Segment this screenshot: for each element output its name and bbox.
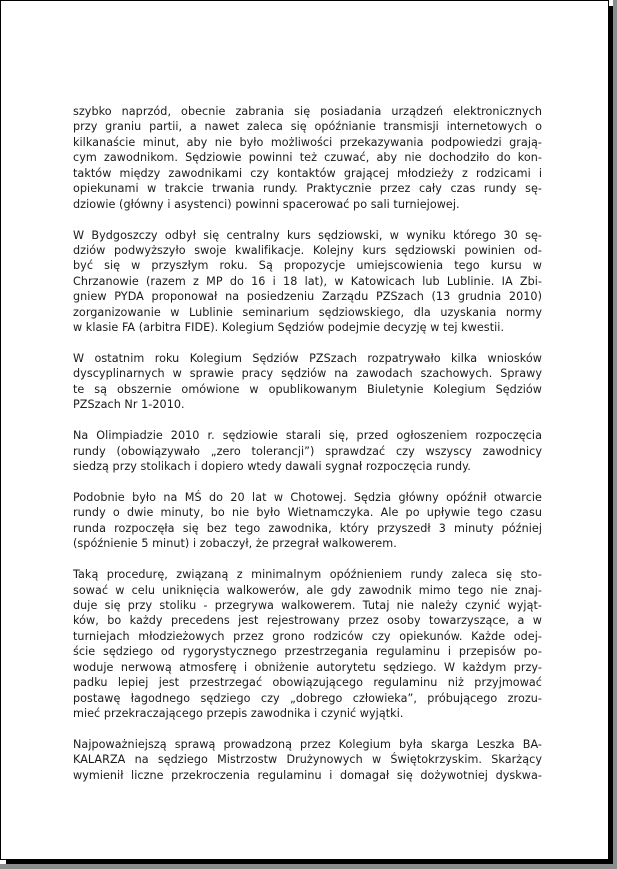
text-line: Podobnie było na MŚ do 20 lat w Chotowej. Sędzia główny opóźnił otwarcie	[73, 490, 542, 504]
text-line: w klasie FA (arbitra FIDE). Kolegium Sędziów podejmie decyzję w tej kwestii.	[73, 321, 505, 335]
text-line: Taką procedurę, związaną z minimalnym opóźnieniem rundy zaleca się sto-	[73, 568, 542, 582]
text-line: dziów podwyższyło swoje kwalifikacje. Kolejny kurs sędziowski powinien od-	[73, 243, 542, 257]
paragraph	[73, 490, 542, 552]
document-body	[73, 104, 542, 799]
text-line: Chrzanowie (razem z MP do 16 i 18 lat), w Katowicach lub Lublinie. IA Zbi-	[73, 274, 542, 288]
text-line: cym zawodnikom. Sędziowie powinni też czuwać, aby nie dochodziło do kon-	[73, 151, 542, 165]
paragraph	[73, 737, 542, 783]
paragraph	[73, 104, 542, 212]
text-line: mieć przekraczającego przepis zawodnika i czynić wyjątki.	[73, 707, 404, 721]
text-line: przy graniu partii, a nawet zaleca się opóźnianie transmisji internetowych o	[73, 120, 542, 134]
text-line: woduje nerwową atmosferę i obniżenie autorytetu sędziego. W każdym przy-	[73, 660, 542, 674]
text-line: (spóźnienie 5 minut) i zobaczył, że przegrał walkowerem.	[73, 537, 397, 551]
page-edge-right	[613, 0, 617, 869]
page-edge-bottom	[0, 864, 617, 869]
text-line: rundy (obowiązywało „zero tolerancji”) sprawdzać czy wszyscy zawodnicy	[73, 444, 542, 458]
text-line: ków, bo każdy precedens jest rejestrowany przez osoby towarzyszące, a w	[73, 614, 542, 628]
text-line: dziowie (główny i asystenci) powinni spacerować po sali turniejowej.	[73, 197, 460, 211]
text-line: zorganizowanie w Lublinie seminarium sędziowskiego, dla uzyskania normy	[73, 305, 542, 319]
paragraph	[73, 428, 542, 474]
text-line: sować w celu uniknięcia walkowerów, ale gdy zawodnik mimo tego nie znaj-	[73, 583, 542, 597]
text-line: być się w przyszłym roku. Są propozycje umiejscowienia tego kursu w	[73, 259, 542, 273]
text-line: siedzą przy stolikach i dopiero wtedy dawali sygnał rozpoczęcia rundy.	[73, 460, 471, 474]
text-line: dyscyplinarnych w sprawie pracy sędziów na zawodach szachowych. Sprawy	[73, 367, 542, 381]
text-line: szybko naprzód, obecnie zabrania się posiadania urządzeń elektronicznych	[73, 105, 542, 118]
text-line: Najpoważniejszą sprawą prowadzoną przez Kolegium była skarga Leszka BA-	[73, 737, 542, 751]
paragraph	[73, 351, 542, 413]
text-line: gniew PYDA proponował na posiedzeniu Zarządu PZSzach (13 grudnia 2010)	[73, 290, 542, 304]
text-line: rundy o dwie minuty, bo nie było Wietnamczyka. Ale po upływie tego czasu	[73, 506, 542, 520]
text-line: padku lepiej jest przestrzegać obowiązującego regulaminu niż przyjmować	[73, 676, 542, 690]
paragraph	[73, 228, 542, 336]
text-line: postawę łagodnego sędziego czy „dobrego człowieka”, próbującego zrozu-	[73, 691, 542, 705]
text-line: duje się przy stoliku - przegrywa walkowerem. Tutaj nie należy czynić wyjąt-	[73, 599, 542, 612]
text-line: turniejach młodzieżowych przez grono rodziców czy opiekunów. Każde odej-	[73, 629, 542, 643]
text-line: KALARZA na sędziego Mistrzostw Drużynowych w Świętokrzyskim. Skarżący	[73, 753, 542, 767]
text-line: taktów między zawodnikami czy kontaktów grającej młodzieży z rodzicami i	[73, 166, 542, 180]
text-line: runda rozpoczęła się bez tego zawodnika, który przyszedł 3 minuty później	[73, 521, 542, 535]
text-line: Na Olimpiadzie 2010 r. sędziowie starali się, przed ogłoszeniem rozpoczęcia	[73, 429, 542, 443]
text-line: wymienił liczne przekroczenia regulaminu i domagał się dożywotniej dyskwa-	[73, 768, 542, 782]
text-line: W Bydgoszczy odbył się centralny kurs sędziowski, w wyniku którego 30 sę-	[73, 228, 542, 242]
text-line: kilkanaście minut, aby nie było możliwości przekazywania podpowiedzi grają-	[73, 135, 542, 149]
text-line: te są obszernie omówione w opublikowanym Biuletynie Kolegium Sędziów	[73, 382, 542, 396]
text-line: PZSzach Nr 1-2010.	[73, 398, 185, 412]
text-line: ście sędziego od rygorystycznego przestrzegania regulaminu i przepisów po-	[73, 645, 542, 659]
text-line: opiekunami w trakcie trwania rundy. Praktycznie przez cały czas rundy sę-	[73, 182, 542, 196]
text-line: W ostatnim roku Kolegium Sędziów PZSzach rozpatrywało kilka wniosków	[73, 352, 542, 365]
paragraph	[73, 567, 542, 721]
